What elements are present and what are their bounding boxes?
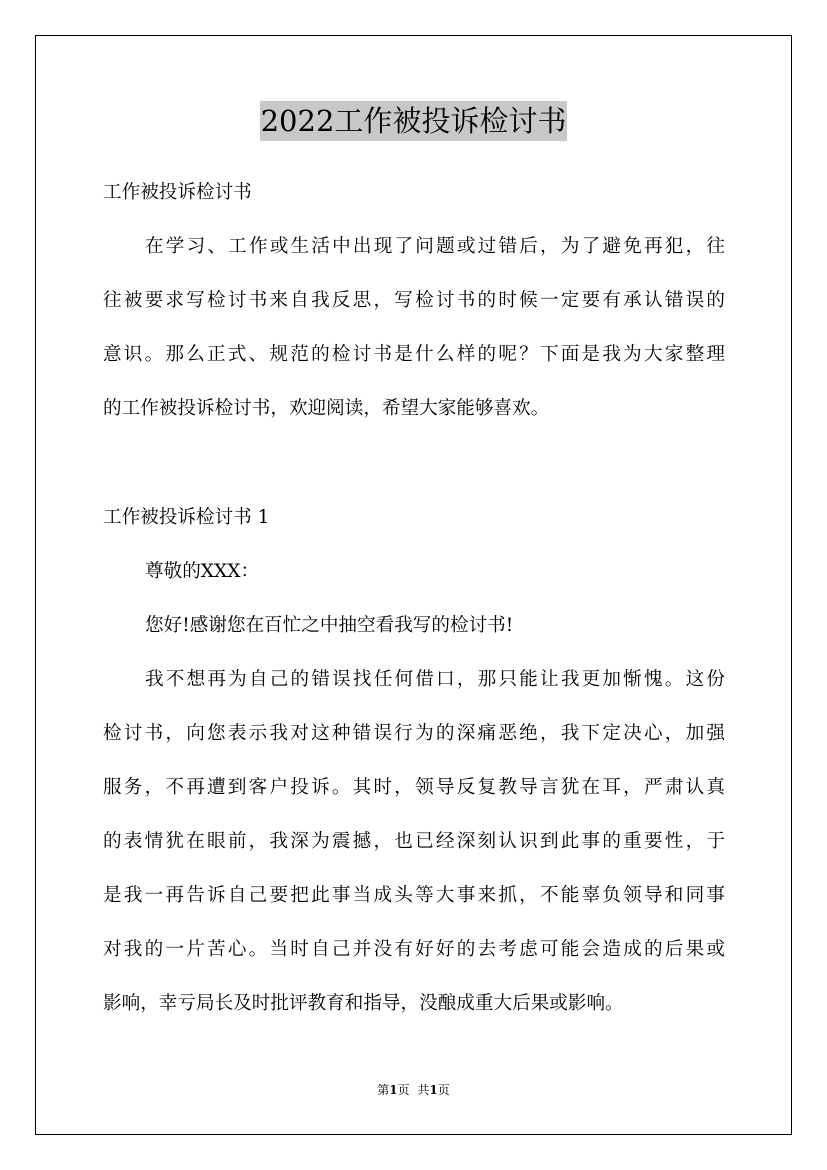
total-prefix: 共: [417, 1083, 430, 1097]
document-title-text: 2022工作被投诉检讨书: [260, 101, 568, 141]
intro-line-3: 意识。那么正式、规范的检讨书是什么样的呢？下面是我为大家整理: [103, 344, 725, 365]
salutation: 尊敬的XXX：: [145, 561, 260, 582]
intro-line-4: 的工作被投诉检讨书，欢迎阅读，希望大家能够喜欢。: [103, 398, 550, 419]
greeting: 您好!感谢您在百忙之中抽空看我写的检讨书!: [145, 615, 514, 636]
total-suffix: 页: [437, 1083, 450, 1097]
document-title: [0, 101, 827, 141]
body-line-3: 服务，不再遭到客户投诉。其时，领导反复教导言犹在耳，严肃认真: [103, 777, 725, 798]
document-subtitle: 工作被投诉检讨书: [103, 182, 252, 203]
body-line-6: 对我的一片苦心。当时自己并没有好好的去考虑可能会造成的后果或: [103, 939, 725, 960]
page-suffix: 页: [397, 1083, 410, 1097]
page-number: 1: [389, 1083, 398, 1097]
intro-line-2: 往被要求写检讨书来自我反思，写检讨书的时候一定要有承认错误的: [103, 290, 725, 311]
body-line-2: 检讨书，向您表示我对这种错误行为的深痛恶绝，我下定决心，加强: [103, 723, 725, 744]
body-line-4: 的表情犹在眼前，我深为震撼，也已经深刻认识到此事的重要性，于: [103, 831, 725, 852]
body-line-7: 影响，幸亏局长及时批评教育和指导，没酿成重大后果或影响。: [103, 993, 624, 1014]
intro-line-1: 在学习、工作或生活中出现了问题或过错后，为了避免再犯，往: [145, 236, 725, 257]
total-pages: 1: [429, 1083, 438, 1097]
section-heading: 工作被投诉检讨书 1: [103, 507, 270, 528]
page-prefix: 第: [377, 1083, 390, 1097]
body-line-5: 是我一再告诉自己要把此事当成头等大事来抓，不能辜负领导和同事: [103, 885, 725, 906]
body-line-1: 我不想再为自己的错误找任何借口，那只能让我更加惭愧。这份: [145, 669, 725, 690]
page-footer: [0, 1082, 827, 1098]
